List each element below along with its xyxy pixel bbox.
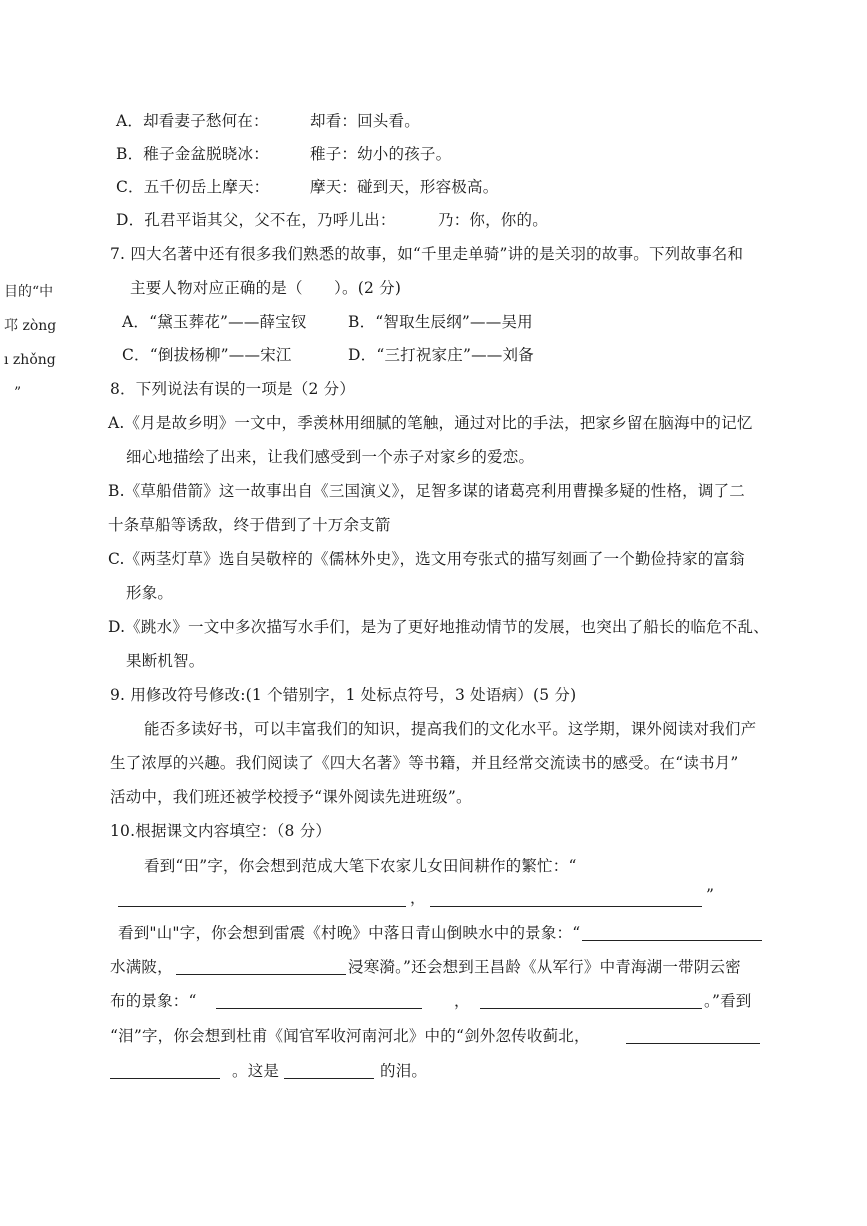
q10-comma: ， (454, 992, 470, 1010)
q9-stem: 9. 用修改符号修改:(1 个错别字，1 处标点符号，3 处语病）(5 分) (110, 686, 577, 704)
q10-prompt-shan: 看到"山"字，你会想到雷震《村晚》中落日青山倒映水中的景象：“ (118, 924, 581, 942)
q8-line: 果断机智。 (126, 652, 205, 670)
q7-stem: 7. 四大名著中还有很多我们熟悉的故事，如“千里走单骑”讲的是关羽的故事。下列故事名和 (110, 245, 744, 263)
q10-close-quote: ” (706, 886, 714, 904)
q10-text: 。”看到 (704, 992, 752, 1010)
q8-line: B.《草船借箭》这一故事出自《三国演义》，足智多谋的诸葛亮利用曹操多疑的性格，调了二 (108, 482, 745, 500)
answer-blank[interactable] (284, 1078, 374, 1079)
q10-text: 。这是 (232, 1062, 280, 1080)
margin-note: 目的“中 (4, 284, 54, 300)
answer-blank[interactable] (176, 974, 346, 975)
answer-blank[interactable] (626, 1043, 760, 1044)
q10-stem: 10.根据课文内容填空：（8 分） (110, 822, 332, 840)
answer-blank[interactable] (110, 1078, 220, 1079)
answer-blank[interactable] (430, 906, 702, 907)
q7-option-c: C．“倒拔杨柳”——宋江 (122, 346, 292, 364)
q10-prompt-lei: “泪”字，你会想到杜甫《闻官军收河南河北》中的“剑外忽传收蓟北， (110, 1027, 590, 1045)
q6-option-a-gloss: 却看：回头看。 (310, 112, 420, 130)
q7-option-a: A．“黛玉葬花”——薛宝钗 (122, 313, 307, 331)
margin-note: 邛 zòng (4, 318, 57, 334)
answer-blank[interactable] (582, 940, 762, 941)
answer-blank[interactable] (216, 1008, 422, 1009)
q9-passage-line: 活动中，我们班还被学校授予“课外阅读先进班级”。 (110, 788, 472, 806)
q7-stem-cont: 主要人物对应正确的是（ ）。(2 分) (130, 279, 402, 297)
q6-option-d: D．孔君平诣其父，父不在，乃呼儿出： (116, 211, 396, 229)
q9-passage-line: 生了浓厚的兴趣。我们阅读了《四大名著》等书籍，并且经常交流读书的感受。在“读书月” (110, 754, 739, 772)
q8-line: D.《跳水》一文中多次描写水手们，是为了更好地推动情节的发展，也突出了船长的临危不乱、 (108, 618, 769, 636)
answer-blank[interactable] (480, 1008, 702, 1009)
q7-option-b: B．“智取生辰纲”——吴用 (348, 313, 533, 331)
q10-text: 布的景象：“ (110, 992, 197, 1010)
answer-blank[interactable] (118, 906, 406, 907)
q10-prompt-tian: 看到“田”字，你会想到范成大笔下农家儿女田间耕作的繁忙：“ (144, 857, 577, 875)
q10-comma: ， (410, 889, 426, 907)
q7-option-d: D．“三打祝家庄”——刘备 (348, 346, 534, 364)
q6-option-b-gloss: 稚子：幼小的孩子。 (310, 145, 452, 163)
q6-option-c: C．五千仞岳上摩天： (116, 178, 270, 196)
q8-line: 十条草船等诱敌，终于借到了十万余支箭 (108, 516, 391, 534)
margin-note: ” (14, 385, 22, 401)
q10-text: 浸寒漪。”还会想到王昌龄《从军行》中青海湖一带阴云密 (348, 958, 741, 976)
q9-passage-line: 能否多读好书，可以丰富我们的知识，提高我们的文化水平。这学期，课外阅读对我们产 (144, 720, 757, 738)
q6-option-d-gloss: 乃：你，你的。 (438, 211, 548, 229)
q8-line: 细心地描绘了出来，让我们感受到一个赤子对家乡的爱恋。 (126, 448, 535, 466)
q6-option-a: A．却看妻子愁何在： (116, 112, 269, 130)
q8-line: C.《两茎灯草》选自吴敬梓的《儒林外史》，选文用夸张式的描写刻画了一个勤俭持家的富翁 (108, 550, 745, 568)
q8-stem: 8．下列说法有误的一项是（2 分） (110, 380, 356, 398)
q8-line: A.《月是故乡明》一文中，季羡林用细腻的笔触，通过对比的手法，把家乡留在脑海中的记忆 (108, 414, 753, 432)
margin-note: ı zhǒng (4, 352, 56, 368)
q8-line: 形象。 (126, 584, 174, 602)
q10-text: 的泪。 (380, 1062, 428, 1080)
q10-text: 水满陂， (110, 958, 173, 976)
q6-option-b: B．稚子金盆脱晓冰： (116, 145, 269, 163)
q6-option-c-gloss: 摩天：碰到天，形容极高。 (310, 178, 499, 196)
